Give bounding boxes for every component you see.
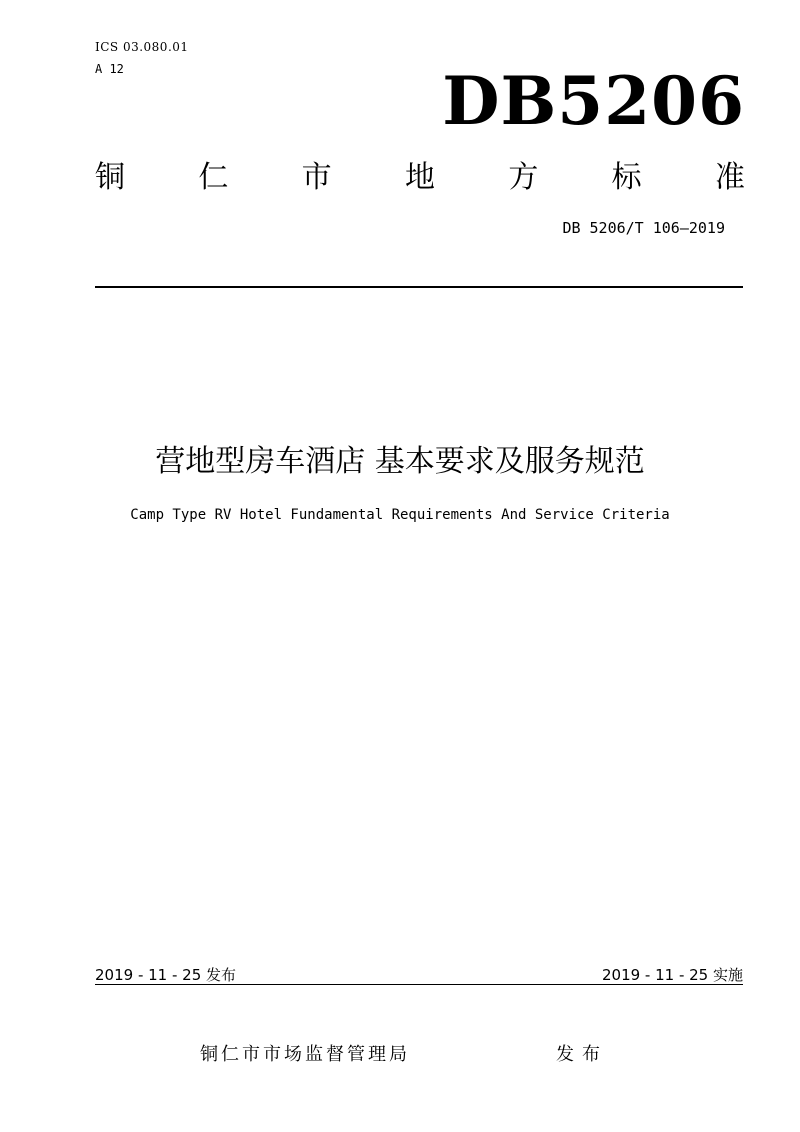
standard-type-char: 铜 — [95, 160, 125, 195]
publish-date: 2019 - 11 - 25 发布 — [95, 966, 237, 984]
standard-type-char: 地 — [404, 160, 435, 195]
standard-type-title — [95, 152, 745, 196]
standard-number: DB 5206/T 106—2019 — [562, 219, 725, 237]
standard-type-char: 仁 — [198, 160, 229, 195]
document-title-chinese: 营地型房车酒店 基本要求及服务规范 — [155, 444, 645, 479]
header-divider — [95, 286, 743, 288]
effective-date: 2019 - 11 - 25 实施 — [601, 966, 743, 984]
issuing-authority: 铜仁市市场监督管理局 — [200, 1044, 410, 1065]
standard-type-char: 方 — [508, 160, 539, 195]
standard-type-char: 市 — [301, 160, 332, 195]
ics-code: ICS 03.080.01 — [95, 40, 189, 54]
classification-code: A 12 — [95, 62, 124, 76]
footer-divider — [95, 984, 743, 985]
document-title-english: Camp Type RV Hotel Fundamental Requirements And Service Criteria — [130, 507, 670, 523]
release-label: 发布 — [556, 1044, 608, 1065]
standard-type-char: 准 — [714, 160, 745, 195]
standard-code: DB5206 — [442, 62, 745, 140]
standard-type-char: 标 — [611, 160, 642, 195]
